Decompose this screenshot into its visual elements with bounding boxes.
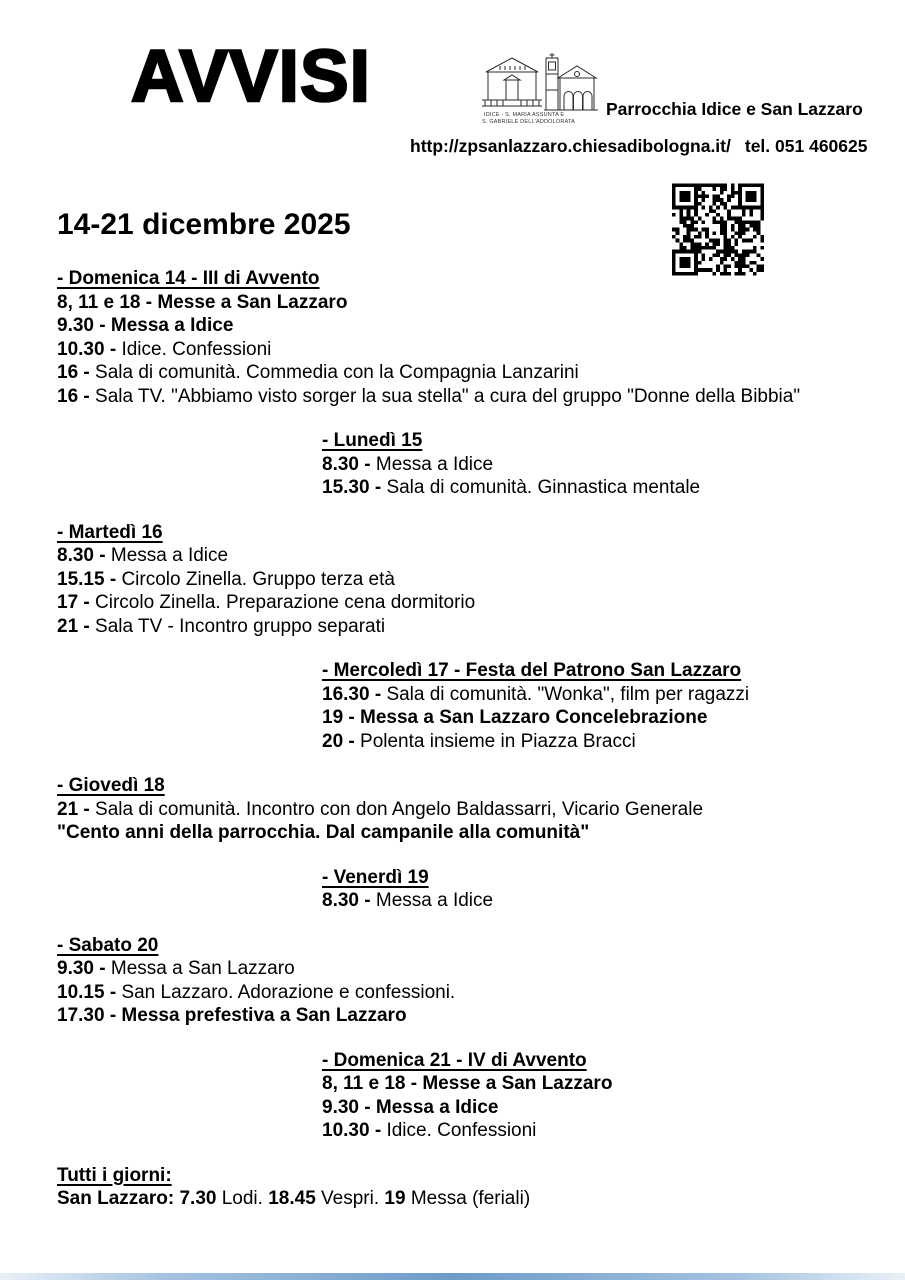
event-time: 10.30 -	[322, 1120, 387, 1141]
event-time: 8.30 -	[322, 890, 376, 911]
day-section	[322, 659, 862, 753]
day-section	[322, 866, 862, 913]
event-line	[322, 730, 862, 754]
event-time: San Lazzaro: 7.30	[57, 1188, 222, 1209]
event-time: 8.30 -	[57, 545, 111, 566]
event-line	[57, 1187, 862, 1211]
event-text: Lodi.	[221, 1188, 269, 1209]
date-range-heading: 14-21 dicembre 2025	[57, 208, 351, 241]
event-line	[322, 453, 862, 477]
event-time: 16 -	[57, 362, 96, 383]
website-link[interactable]: http://zpsanlazzaro.chiesadibologna.it/	[410, 136, 731, 156]
event-time: 21 -	[57, 615, 96, 637]
event-time: 8, 11 e 18 - Messe a San Lazzaro	[322, 1073, 613, 1094]
section-heading: - Lunedì 15	[322, 430, 423, 451]
event-line	[57, 591, 862, 615]
event-text: Messa a Idice	[110, 545, 229, 566]
event-text: San Lazzaro. Adorazione e confessioni.	[121, 981, 456, 1003]
event-text: Sala TV - Incontro gruppo separati	[95, 615, 386, 637]
event-time: 9.30 -	[57, 958, 111, 979]
section-heading: - Venerdì 19	[322, 866, 429, 888]
event-line	[322, 476, 862, 500]
event-time: 10.30 -	[57, 338, 122, 360]
event-text: Messa (feriali)	[410, 1188, 531, 1209]
event-line	[57, 544, 862, 568]
event-time: 8, 11 e 18 - Messe a San Lazzaro	[57, 291, 348, 313]
section-heading: - Domenica 21 - IV di Avvento	[322, 1049, 587, 1071]
event-time: 16.30 -	[322, 683, 387, 705]
logo-caption-line1: IDICE - S. MARIA ASSUNTA E	[484, 112, 565, 118]
event-line	[57, 385, 862, 409]
day-section	[57, 774, 862, 845]
event-time: 15.30 -	[322, 477, 387, 498]
bulletin-content	[57, 207, 862, 1211]
event-line	[322, 1119, 862, 1143]
event-line	[57, 957, 862, 981]
logo-caption-line2: S. GABRIELE DELL'ADDOLORATA	[482, 119, 576, 125]
parish-name: Parrocchia Idice e San Lazzaro	[606, 99, 863, 119]
event-line	[57, 798, 862, 822]
section-heading: - Mercoledì 17 - Festa del Patrono San Lazzaro	[322, 660, 742, 681]
event-text: Circolo Zinella. Gruppo terza età	[121, 568, 395, 590]
event-line	[322, 1072, 862, 1096]
event-text: Idice. Confessioni	[121, 338, 272, 360]
bottom-edge-bar	[0, 1273, 905, 1280]
day-section	[57, 267, 862, 408]
event-time: 17 -	[57, 592, 96, 613]
event-text: Messa a Idice	[375, 890, 494, 911]
event-text: Sala di comunità. Ginnastica mentale	[386, 477, 701, 498]
event-time: 17.30 - Messa prefestiva a San Lazzaro	[57, 1005, 407, 1026]
event-time: 10.15 -	[57, 981, 122, 1003]
event-line	[57, 568, 862, 592]
event-text: Idice. Confessioni	[386, 1120, 537, 1141]
section-heading: - Domenica 14 - III di Avvento	[57, 268, 320, 289]
event-time: 19	[384, 1188, 411, 1209]
day-section	[57, 934, 862, 1028]
phone-number: tel. 051 460625	[744, 136, 868, 156]
event-time: 16 -	[57, 385, 96, 407]
day-section	[57, 521, 862, 639]
event-line	[57, 338, 862, 362]
day-section	[322, 429, 862, 500]
event-time: 9.30 - Messa a Idice	[57, 315, 234, 336]
event-text: Sala TV. "Abbiamo visto sorger la sua stella" a cura del gruppo "Donne della Bibbia"	[95, 385, 801, 407]
event-text: Vespri.	[321, 1188, 385, 1209]
event-text: Messa a San Lazzaro	[110, 958, 295, 979]
section-heading: Tutti i giorni:	[57, 1164, 172, 1186]
event-line	[57, 291, 862, 315]
day-section	[57, 1164, 862, 1211]
day-section	[322, 1049, 862, 1143]
event-time: 9.30 - Messa a Idice	[322, 1096, 499, 1118]
event-text: Messa a Idice	[375, 453, 494, 475]
sections	[57, 267, 862, 1211]
event-time: 15.15 -	[57, 568, 122, 590]
section-heading: - Martedì 16	[57, 521, 163, 543]
event-line	[57, 615, 862, 639]
section-heading: - Sabato 20	[57, 934, 159, 956]
event-time: 18.45	[268, 1188, 322, 1209]
event-line	[57, 1004, 862, 1028]
event-text: Sala di comunità. Commedia con la Compagnia Lanzarini	[95, 362, 579, 383]
event-time: 20 -	[322, 730, 361, 752]
event-time: 8.30 -	[322, 453, 376, 475]
event-line	[57, 361, 862, 385]
event-line	[57, 821, 862, 845]
event-line	[322, 706, 862, 730]
event-text: Sala di comunità. Incontro con don Angelo Baldassarri, Vicario Generale	[95, 798, 704, 820]
event-line	[322, 889, 862, 913]
event-line	[57, 981, 862, 1005]
event-time: 19 - Messa a San Lazzaro Concelebrazione	[322, 707, 708, 728]
event-text: Circolo Zinella. Preparazione cena dormitorio	[95, 592, 476, 613]
event-text: Sala di comunità. "Wonka", film per ragazzi	[386, 683, 750, 705]
section-heading: - Giovedì 18	[57, 775, 165, 796]
event-time: "Cento anni della parrocchia. Dal campanile alla comunità"	[57, 822, 590, 843]
church-logo	[476, 50, 604, 130]
contact-line	[410, 136, 867, 157]
event-text: Polenta insieme in Piazza Bracci	[360, 730, 636, 752]
event-line	[322, 683, 862, 707]
event-line	[57, 314, 862, 338]
event-time: 21 -	[57, 798, 96, 820]
page-title: AVVISI	[131, 36, 371, 117]
event-line	[322, 1096, 862, 1120]
